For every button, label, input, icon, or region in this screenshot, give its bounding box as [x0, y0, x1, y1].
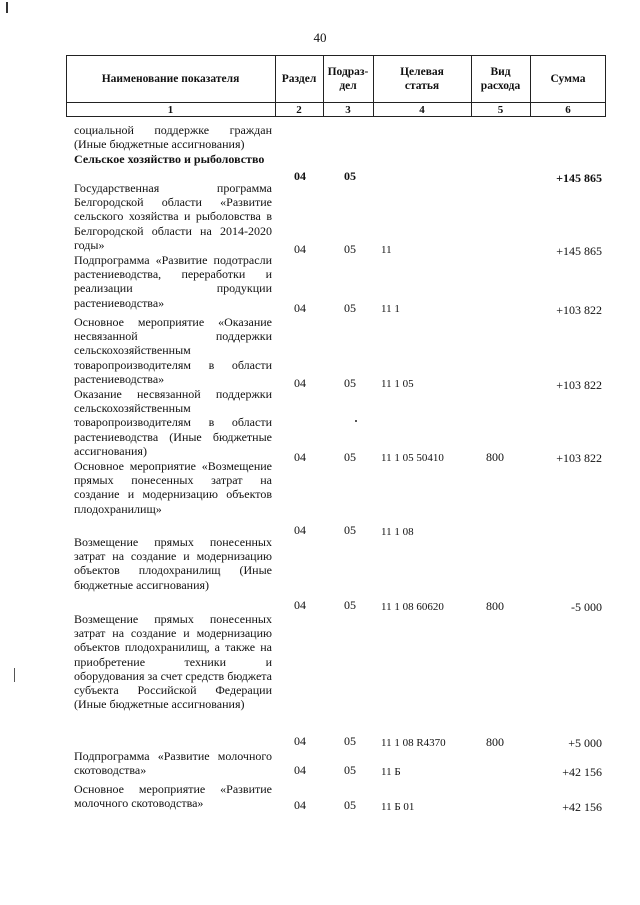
header-num-5: 5	[497, 104, 504, 116]
scan-mark	[14, 668, 15, 682]
row-razdel: 04	[294, 301, 306, 315]
row-summa: +145 865	[556, 171, 602, 185]
scan-speck	[355, 420, 357, 422]
header-num-6: 6	[565, 104, 571, 116]
header-num-4: 4	[419, 104, 425, 116]
row-celevaya-statya: 11 1 08 60620	[381, 601, 444, 613]
row-summa: +103 822	[556, 378, 602, 392]
header-celevaya-statya: Целевая статья	[400, 65, 444, 92]
row-podrazdel: 05	[344, 598, 356, 612]
row-celevaya-statya: 11 1 08 R4370	[381, 737, 446, 749]
header-num-3: 3	[345, 104, 351, 116]
row-summa: +103 822	[556, 303, 602, 317]
row-razdel: 04	[294, 376, 306, 390]
row-summa: +145 865	[556, 244, 602, 258]
row-name: Основное мероприятие «Оказание несвязанной поддержки сельскохозяйственным товаропроизводителям в области растениеводства»	[74, 315, 272, 386]
row-name: Возмещение прямых понесенных затрат на создание и модернизацию объектов плодохранилищ, а также на приобретение техники и оборудования за счет средств бюджета субъекта Российской Федерации (Иные бюджетные ассигнования)	[74, 612, 272, 712]
row-vid-rashoda: 800	[486, 599, 504, 613]
row-razdel: 04	[294, 242, 306, 256]
row-podrazdel: 05	[344, 169, 356, 183]
row-razdel: 04	[294, 169, 306, 183]
row-celevaya-statya: 11 Б 01	[381, 801, 415, 813]
row-name: социальной поддержке граждан (Иные бюджетные ассигнования)	[74, 123, 272, 152]
row-celevaya-statya: 11 1 05	[381, 378, 414, 390]
header-num-1: 1	[167, 104, 174, 116]
header-podrazdel: Подраз-дел	[327, 65, 369, 92]
row-vid-rashoda: 800	[486, 735, 504, 749]
row-name: Основное мероприятие «Развитие молочного скотоводства»	[74, 782, 272, 811]
row-name: Сельское хозяйство и рыболовство	[74, 152, 265, 166]
row-summa: +5 000	[568, 736, 602, 750]
row-celevaya-statya: 11 1	[381, 303, 400, 315]
row-podrazdel: 05	[344, 301, 356, 315]
row-celevaya-statya: 11	[381, 244, 392, 256]
row-name: Основное мероприятие «Возмещение прямых понесенных затрат на создание и модернизацию объектов плодохранилищ»	[74, 459, 272, 516]
table-header	[66, 55, 606, 117]
row-summa: -5 000	[571, 600, 602, 614]
row-podrazdel: 05	[344, 450, 356, 464]
row-razdel: 04	[294, 523, 306, 537]
row-podrazdel: 05	[344, 734, 356, 748]
header-vid-rashoda: Вид расхода	[480, 65, 521, 92]
row-celevaya-statya: 11 Б	[381, 766, 401, 778]
row-celevaya-statya: 11 1 08	[381, 526, 414, 538]
header-name: Наименование показателя	[101, 72, 240, 85]
row-name: Подпрограмма «Развитие подотрасли растениеводства, переработки и реализации продукции растениеводства»	[74, 253, 272, 310]
row-podrazdel: 05	[344, 376, 356, 390]
row-summa: +103 822	[556, 451, 602, 465]
scan-mark	[6, 2, 8, 13]
row-summa: +42 156	[562, 800, 602, 814]
page-number: 40	[313, 30, 327, 45]
row-razdel: 04	[294, 450, 306, 464]
header-num-2: 2	[296, 104, 302, 116]
row-name: Государственная программа Белгородской области «Развитие сельского хозяйства и рыболовства в Белгородской области на 2014-2020 годы»	[74, 181, 272, 252]
row-razdel: 04	[294, 598, 306, 612]
row-razdel: 04	[294, 763, 306, 777]
row-razdel: 04	[294, 798, 306, 812]
row-name: Подпрограмма «Развитие молочного скотоводства»	[74, 749, 272, 778]
header-summa: Сумма	[550, 72, 586, 85]
header-razdel: Раздел	[281, 72, 317, 85]
row-name: Возмещение прямых понесенных затрат на создание и модернизацию объектов плодохранилищ (Иные бюджетные ассигнования)	[74, 535, 272, 592]
row-podrazdel: 05	[344, 763, 356, 777]
row-podrazdel: 05	[344, 242, 356, 256]
row-name: Оказание несвязанной поддержки сельскохозяйственным товаропроизводителям в области растениеводства (Иные бюджетные ассигнования)	[74, 387, 272, 458]
row-razdel: 04	[294, 734, 306, 748]
row-vid-rashoda: 800	[486, 450, 504, 464]
row-celevaya-statya: 11 1 05 50410	[381, 452, 444, 464]
row-podrazdel: 05	[344, 798, 356, 812]
row-podrazdel: 05	[344, 523, 356, 537]
row-summa: +42 156	[562, 765, 602, 779]
